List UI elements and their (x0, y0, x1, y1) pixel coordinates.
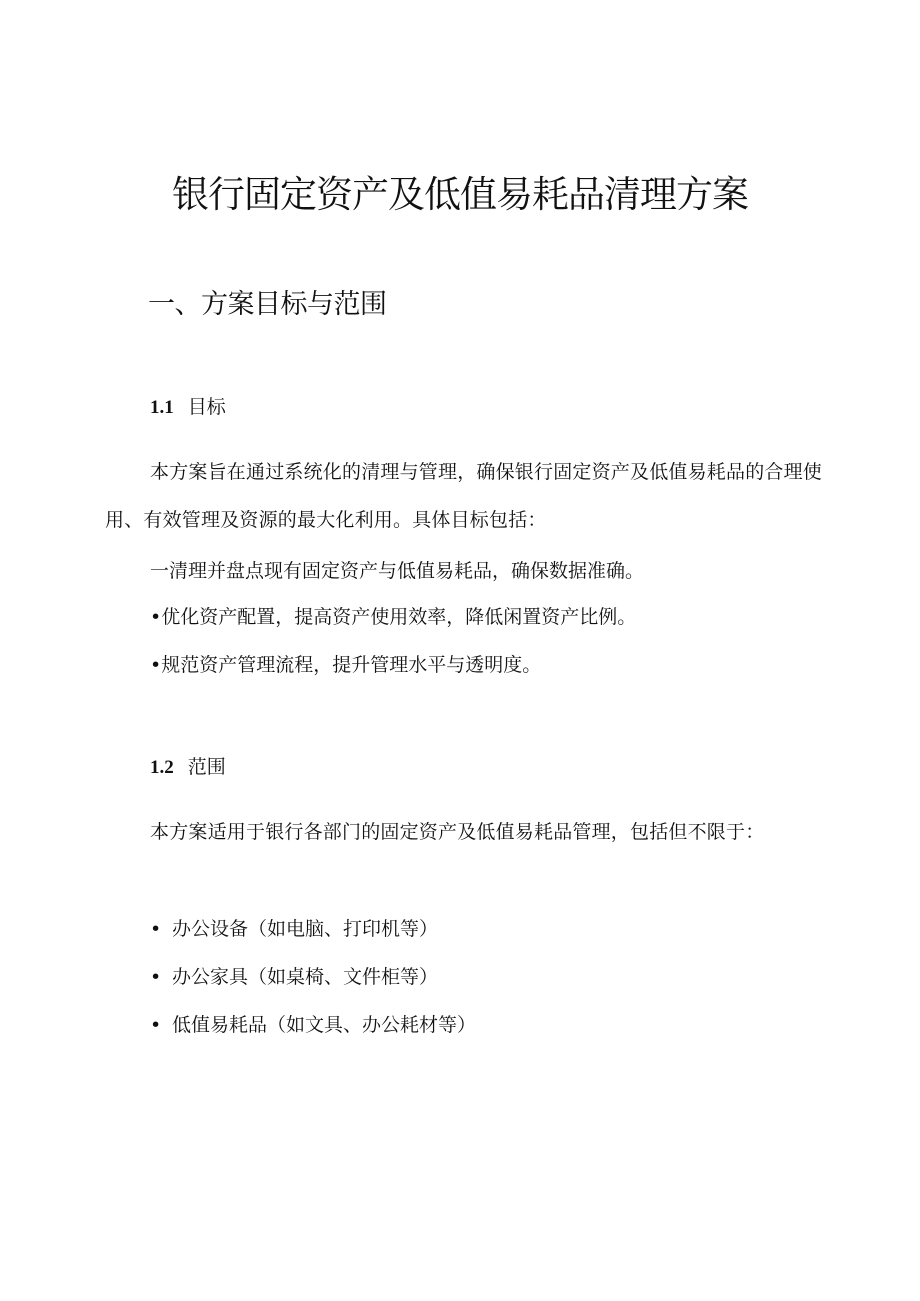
goals-paragraph: 本方案旨在通过系统化的清理与管理，确保银行固定资产及低值易耗品的合理使用、有效管理及资源的最大化利用。具体目标包括： (105, 461, 823, 531)
bullet-icon: • (150, 1014, 162, 1036)
scope-item-text: 办公家具（如桌椅、文件柜等） (172, 966, 439, 988)
bullet-icon: • (150, 966, 162, 988)
scope-item-text: 低值易耗品（如文具、办公耗材等） (172, 1014, 477, 1036)
document-title: 银行固定资产及低值易耗品清理方案 (172, 173, 748, 216)
goal-item: •规范资产管理流程，提升管理水平与透明度。 (150, 654, 542, 676)
scope-list-item (150, 914, 438, 944)
subsection-label: 范围 (187, 756, 226, 778)
scope-list-item (150, 1010, 476, 1040)
subsection-number: 1.1 (150, 397, 174, 418)
goal-item: 一清理并盘点现有固定资产与低值易耗品，确保数据准确。 (150, 560, 645, 582)
section-heading-goals-scope: 一、方案目标与范围 (148, 289, 387, 320)
subsection-label: 目标 (187, 396, 226, 418)
subsection-number: 1.2 (150, 757, 174, 778)
goal-item: •优化资产配置，提高资产使用效率，降低闲置资产比例。 (150, 606, 637, 628)
scope-list-item (150, 962, 438, 992)
scope-paragraph: 本方案适用于银行各部门的固定资产及低值易耗品管理，包括但不限于： (150, 821, 765, 843)
subsection-heading-scope (150, 752, 226, 783)
subsection-heading-goals (150, 392, 226, 423)
bullet-icon: • (150, 918, 162, 940)
scope-item-text: 办公设备（如电脑、打印机等） (172, 918, 439, 940)
